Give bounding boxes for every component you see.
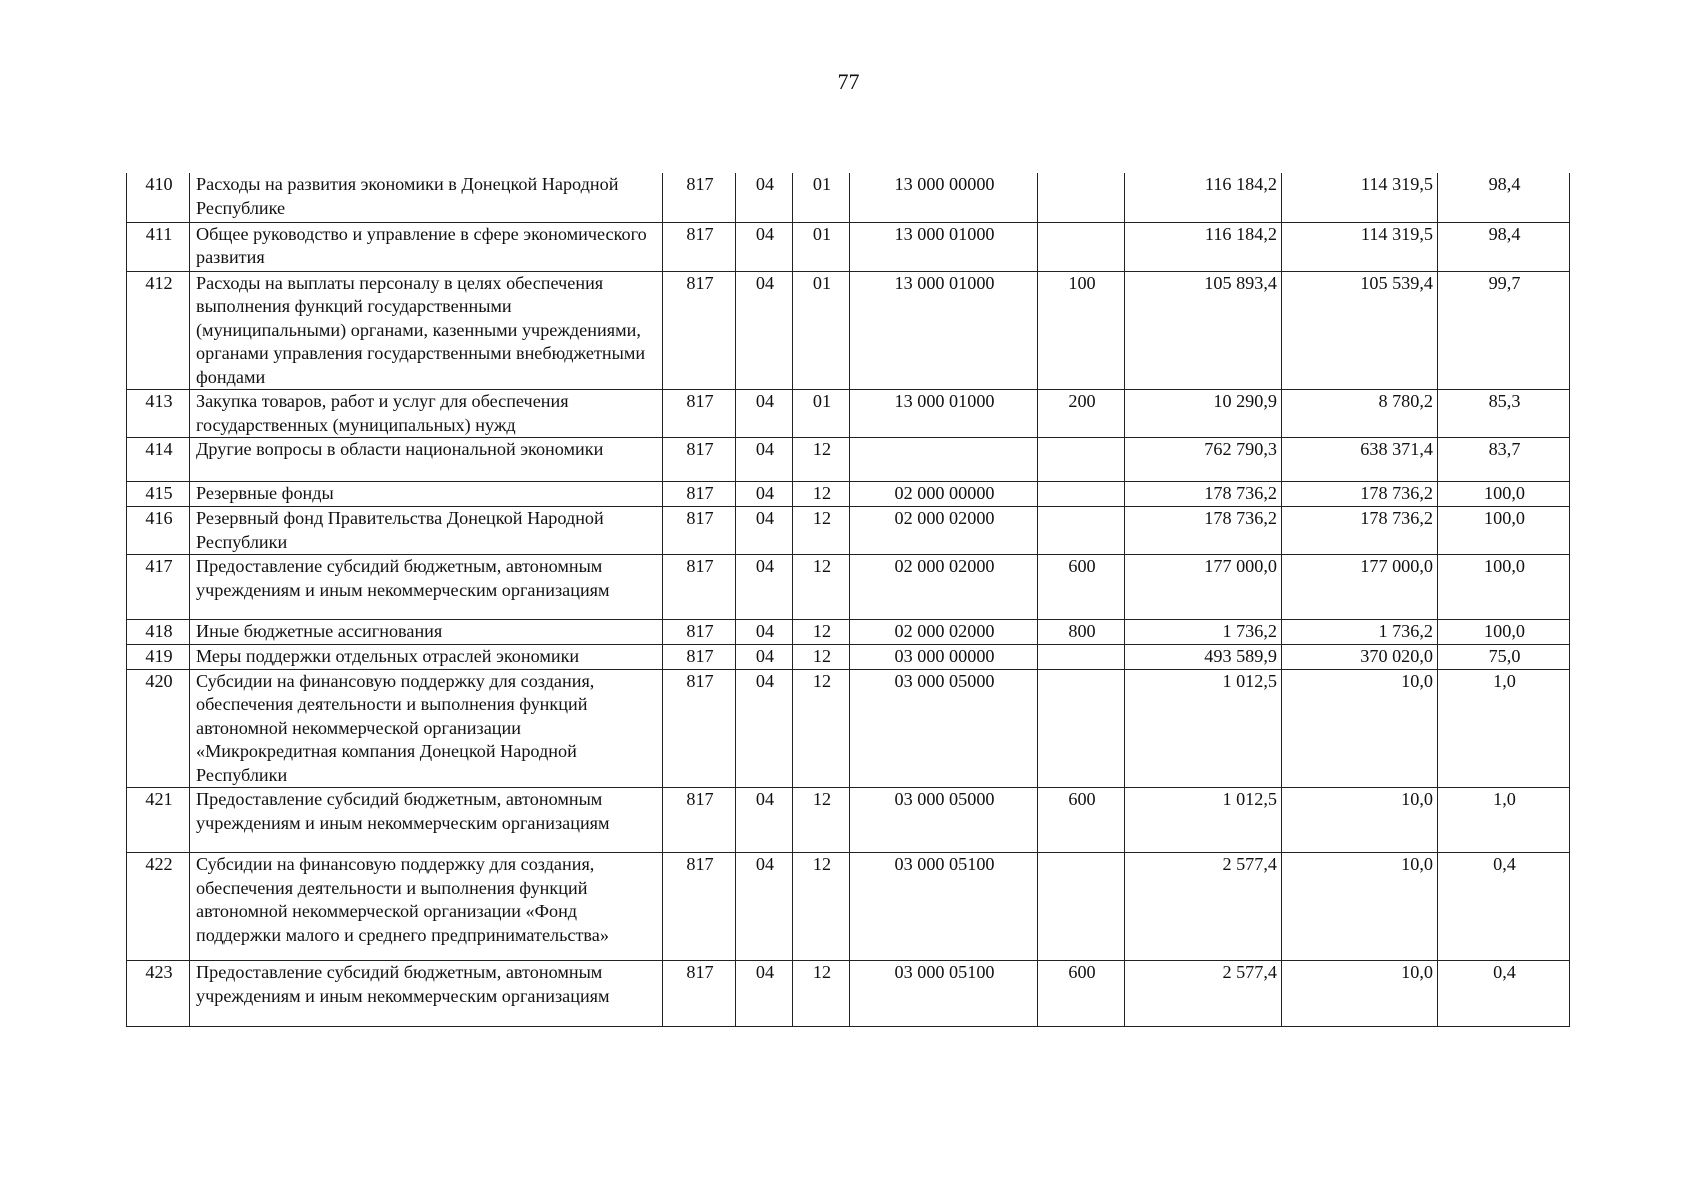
subsection-code: 12 [793, 788, 850, 853]
expense-name: Резервный фонд Правительства Донецкой Народной Республики [190, 507, 663, 555]
section-code: 04 [736, 482, 793, 507]
expense-type-code [1038, 482, 1125, 507]
subsection-code: 12 [793, 438, 850, 482]
actual-amount: 178 736,2 [1282, 507, 1438, 555]
table-row [127, 507, 1570, 555]
actual-amount: 370 020,0 [1282, 645, 1438, 670]
section-code: 04 [736, 507, 793, 555]
planned-amount: 1 012,5 [1125, 669, 1282, 788]
target-article-code: 02 000 02000 [850, 507, 1038, 555]
actual-amount: 114 319,5 [1282, 222, 1438, 271]
expense-type-code [1038, 222, 1125, 271]
execution-percent: 100,0 [1438, 482, 1570, 507]
budget-table [126, 173, 1570, 1027]
expense-type-code: 100 [1038, 271, 1125, 390]
expense-type-code: 600 [1038, 788, 1125, 853]
execution-percent: 99,7 [1438, 271, 1570, 390]
section-code: 04 [736, 222, 793, 271]
table-row [127, 645, 1570, 670]
department-code: 817 [663, 271, 736, 390]
section-code: 04 [736, 961, 793, 1027]
expense-name: Предоставление субсидий бюджетным, автономным учреждениям и иным некоммерческим организациям [190, 788, 663, 853]
section-code: 04 [736, 669, 793, 788]
actual-amount: 10,0 [1282, 961, 1438, 1027]
subsection-code: 12 [793, 853, 850, 961]
planned-amount: 10 290,9 [1125, 390, 1282, 438]
target-article-code [850, 438, 1038, 482]
table-row [127, 788, 1570, 853]
row-number: 420 [127, 669, 190, 788]
row-number: 415 [127, 482, 190, 507]
expense-name: Закупка товаров, работ и услуг для обеспечения государственных (муниципальных) нужд [190, 390, 663, 438]
expense-name: Общее руководство и управление в сфере экономического развития [190, 222, 663, 271]
department-code: 817 [663, 669, 736, 788]
subsection-code: 01 [793, 222, 850, 271]
planned-amount: 1 012,5 [1125, 788, 1282, 853]
expense-name: Расходы на выплаты персоналу в целях обеспечения выполнения функций государственными (муниципальными) органами, казенными учреждениями, органами управления государственными внебюджетными фондами [190, 271, 663, 390]
table-row [127, 555, 1570, 620]
target-article-code: 13 000 00000 [850, 173, 1038, 222]
table-row [127, 669, 1570, 788]
planned-amount: 2 577,4 [1125, 961, 1282, 1027]
planned-amount: 2 577,4 [1125, 853, 1282, 961]
execution-percent: 83,7 [1438, 438, 1570, 482]
actual-amount: 10,0 [1282, 788, 1438, 853]
row-number: 412 [127, 271, 190, 390]
expense-name: Другие вопросы в области национальной экономики [190, 438, 663, 482]
execution-percent: 0,4 [1438, 961, 1570, 1027]
subsection-code: 01 [793, 271, 850, 390]
subsection-code: 12 [793, 482, 850, 507]
target-article-code: 03 000 05000 [850, 788, 1038, 853]
row-number: 417 [127, 555, 190, 620]
table-row [127, 173, 1570, 222]
expense-name: Предоставление субсидий бюджетным, автономным учреждениям и иным некоммерческим организациям [190, 961, 663, 1027]
actual-amount: 638 371,4 [1282, 438, 1438, 482]
planned-amount: 178 736,2 [1125, 482, 1282, 507]
expense-type-code [1038, 853, 1125, 961]
actual-amount: 10,0 [1282, 853, 1438, 961]
department-code: 817 [663, 222, 736, 271]
department-code: 817 [663, 555, 736, 620]
expense-type-code [1038, 507, 1125, 555]
execution-percent: 0,4 [1438, 853, 1570, 961]
table-row [127, 620, 1570, 645]
department-code: 817 [663, 390, 736, 438]
expense-name: Иные бюджетные ассигнования [190, 620, 663, 645]
execution-percent: 100,0 [1438, 555, 1570, 620]
actual-amount: 114 319,5 [1282, 173, 1438, 222]
row-number: 422 [127, 853, 190, 961]
planned-amount: 116 184,2 [1125, 222, 1282, 271]
expense-name: Резервные фонды [190, 482, 663, 507]
department-code: 817 [663, 961, 736, 1027]
section-code: 04 [736, 853, 793, 961]
row-number: 411 [127, 222, 190, 271]
table-row [127, 482, 1570, 507]
table-row [127, 271, 1570, 390]
table-row [127, 390, 1570, 438]
row-number: 418 [127, 620, 190, 645]
target-article-code: 02 000 02000 [850, 555, 1038, 620]
execution-percent: 100,0 [1438, 507, 1570, 555]
subsection-code: 12 [793, 961, 850, 1027]
section-code: 04 [736, 173, 793, 222]
planned-amount: 762 790,3 [1125, 438, 1282, 482]
section-code: 04 [736, 620, 793, 645]
table-row [127, 853, 1570, 961]
expense-name: Расходы на развития экономики в Донецкой Народной Республике [190, 173, 663, 222]
section-code: 04 [736, 271, 793, 390]
expense-name: Субсидии на финансовую поддержку для создания, обеспечения деятельности и выполнения функций автономной некоммерческой организации «Фонд поддержки малого и среднего предпринимательства» [190, 853, 663, 961]
expense-type-code: 200 [1038, 390, 1125, 438]
section-code: 04 [736, 390, 793, 438]
target-article-code: 13 000 01000 [850, 271, 1038, 390]
target-article-code: 02 000 00000 [850, 482, 1038, 507]
expense-name: Субсидии на финансовую поддержку для создания, обеспечения деятельности и выполнения функций автономной некоммерческой организации «Микрокредитная компания Донецкой Народной Республики [190, 669, 663, 788]
section-code: 04 [736, 788, 793, 853]
expense-type-code: 600 [1038, 961, 1125, 1027]
section-code: 04 [736, 555, 793, 620]
expense-name: Предоставление субсидий бюджетным, автономным учреждениям и иным некоммерческим организациям [190, 555, 663, 620]
execution-percent: 98,4 [1438, 222, 1570, 271]
subsection-code: 12 [793, 645, 850, 670]
expense-name: Меры поддержки отдельных отраслей экономики [190, 645, 663, 670]
target-article-code: 13 000 01000 [850, 390, 1038, 438]
expense-type-code: 600 [1038, 555, 1125, 620]
planned-amount: 116 184,2 [1125, 173, 1282, 222]
execution-percent: 100,0 [1438, 620, 1570, 645]
execution-percent: 1,0 [1438, 788, 1570, 853]
target-article-code: 03 000 05100 [850, 961, 1038, 1027]
subsection-code: 12 [793, 669, 850, 788]
planned-amount: 493 589,9 [1125, 645, 1282, 670]
actual-amount: 178 736,2 [1282, 482, 1438, 507]
expense-type-code [1038, 438, 1125, 482]
subsection-code: 01 [793, 173, 850, 222]
execution-percent: 75,0 [1438, 645, 1570, 670]
department-code: 817 [663, 507, 736, 555]
department-code: 817 [663, 173, 736, 222]
actual-amount: 1 736,2 [1282, 620, 1438, 645]
subsection-code: 12 [793, 555, 850, 620]
section-code: 04 [736, 438, 793, 482]
row-number: 423 [127, 961, 190, 1027]
planned-amount: 105 893,4 [1125, 271, 1282, 390]
actual-amount: 8 780,2 [1282, 390, 1438, 438]
planned-amount: 1 736,2 [1125, 620, 1282, 645]
row-number: 414 [127, 438, 190, 482]
department-code: 817 [663, 438, 736, 482]
table-row [127, 222, 1570, 271]
expense-type-code [1038, 645, 1125, 670]
subsection-code: 12 [793, 620, 850, 645]
execution-percent: 98,4 [1438, 173, 1570, 222]
row-number: 413 [127, 390, 190, 438]
execution-percent: 1,0 [1438, 669, 1570, 788]
expense-type-code [1038, 669, 1125, 788]
target-article-code: 03 000 00000 [850, 645, 1038, 670]
target-article-code: 13 000 01000 [850, 222, 1038, 271]
subsection-code: 12 [793, 507, 850, 555]
table-row [127, 438, 1570, 482]
department-code: 817 [663, 645, 736, 670]
row-number: 416 [127, 507, 190, 555]
department-code: 817 [663, 853, 736, 961]
row-number: 410 [127, 173, 190, 222]
table-row [127, 961, 1570, 1027]
target-article-code: 03 000 05100 [850, 853, 1038, 961]
row-number: 421 [127, 788, 190, 853]
actual-amount: 10,0 [1282, 669, 1438, 788]
expense-type-code: 800 [1038, 620, 1125, 645]
page-number: 77 [837, 69, 860, 94]
department-code: 817 [663, 482, 736, 507]
execution-percent: 85,3 [1438, 390, 1570, 438]
planned-amount: 177 000,0 [1125, 555, 1282, 620]
expense-type-code [1038, 173, 1125, 222]
subsection-code: 01 [793, 390, 850, 438]
planned-amount: 178 736,2 [1125, 507, 1282, 555]
row-number: 419 [127, 645, 190, 670]
department-code: 817 [663, 620, 736, 645]
actual-amount: 105 539,4 [1282, 271, 1438, 390]
section-code: 04 [736, 645, 793, 670]
department-code: 817 [663, 788, 736, 853]
target-article-code: 03 000 05000 [850, 669, 1038, 788]
actual-amount: 177 000,0 [1282, 555, 1438, 620]
target-article-code: 02 000 02000 [850, 620, 1038, 645]
